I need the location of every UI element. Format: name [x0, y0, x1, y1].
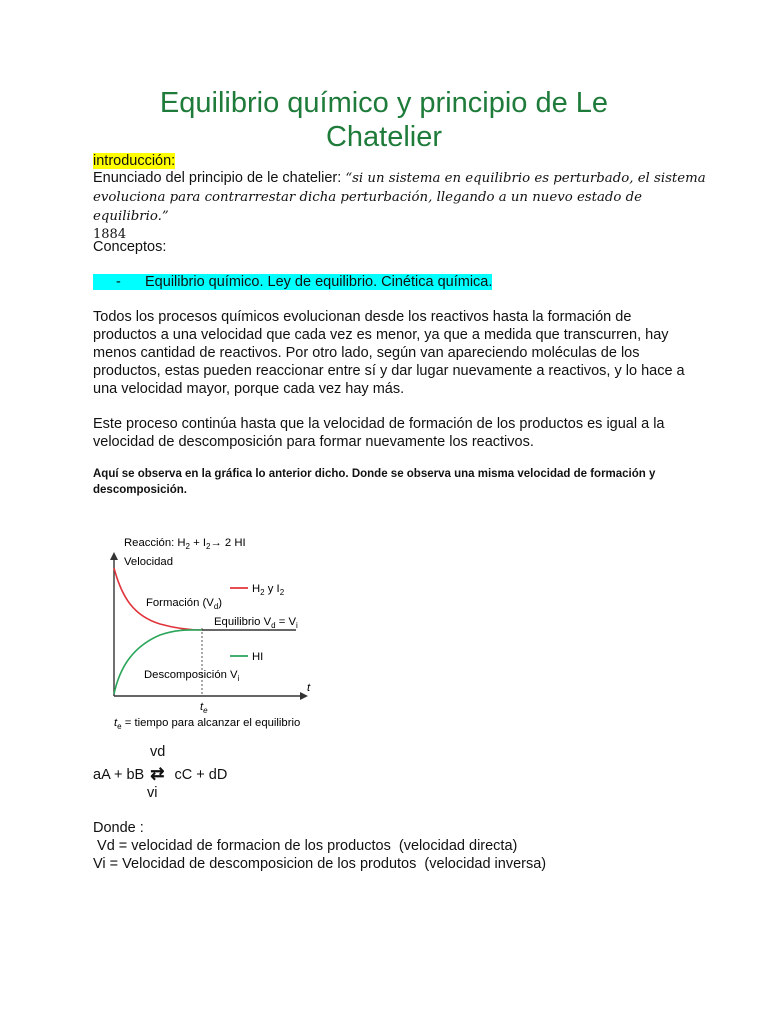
paragraph-1-line: menos cantidad de reactivos. Por otro lado, según van apareciendo moléculas de los	[93, 345, 640, 361]
graph-y-axis-label: Velocidad	[124, 556, 173, 568]
equation-left: aA + bB	[93, 767, 145, 783]
enunciado-quote-2: evoluciona para contrarrestar dicha perturbación, llegando a un nuevo estado de equilibrio.”	[93, 190, 643, 224]
paragraph-2-line: Este proceso continúa hasta que la velocidad de formación de los productos es igual a la	[93, 416, 665, 432]
enunciado-year: 1884	[93, 227, 127, 242]
equilibrium-arrow-icon: ⇄	[150, 764, 165, 783]
title-line-2: Chatelier	[325, 121, 443, 153]
enunciado-quote-1: “si un sistema en equilibrio es perturbado, el sistema	[345, 171, 706, 186]
graph-note-line: descomposición.	[93, 484, 187, 496]
intro-highlight: introducción:	[93, 153, 176, 169]
equation-vd: vd	[150, 744, 166, 760]
graph-descomposicion-label: Descomposición $V_i$	[144, 669, 240, 683]
bullet-text: Equilibrio químico. Ley de equilibrio. Cinética química.	[145, 274, 493, 290]
paragraph-1-line: productos, estas pueden reaccionar entre sí y dar lugar nuevamente a reactivos, y lo hace a	[93, 363, 685, 379]
paragraph-1-line: una velocidad mayor, porque cada vez hay más.	[93, 381, 405, 397]
donde-line-1: Vd = velocidad de formacion de los productos (velocidad directa)	[93, 838, 518, 854]
equation-vi: vi	[147, 785, 158, 801]
enunciado-prefix: Enunciado del principio de le chatelier:	[93, 170, 346, 186]
graph-te-label: $t_e$	[200, 701, 208, 715]
graph-caption: $t_e$ = tiempo para alcanzar el equilibrio	[114, 717, 301, 731]
equation-right: cC + dD	[174, 767, 228, 783]
equilibrium-rate-graph	[110, 528, 320, 746]
graph-reverse-rate-curve	[114, 630, 202, 694]
title-line-1: Equilibrio químico y principio de Le	[159, 87, 609, 119]
graph-reaction-label: Reacción: $H_2 + I_2\to 2$ HI	[124, 537, 246, 551]
paragraph-1-line: productos a una velocidad que cada vez es menor, ya que a medida que transcurren, hay	[93, 327, 669, 343]
donde-line-2: Vi = Velocidad de descomposicion de los produtos (velocidad inversa)	[93, 856, 547, 872]
graph-formacion-label: Formación $(V_d)$	[146, 597, 223, 611]
graph-legend-green-label: HI	[252, 651, 264, 663]
paragraph-1	[93, 308, 693, 398]
graph-legend-red-label: $H_2$ y $I_2$	[252, 583, 285, 597]
page-title	[0, 86, 768, 154]
equation-line	[93, 765, 227, 784]
donde-label: Donde :	[93, 820, 144, 836]
graph-t-axis-label: t	[307, 682, 311, 694]
intro-label	[93, 152, 175, 170]
paragraph-1-line: Todos los procesos químicos evolucionan desde los reactivos hasta la formación de	[93, 309, 632, 325]
graph-equilibrio-label: Equilibrio $V_d = V_i$	[214, 616, 298, 630]
bullet-dash: -	[116, 274, 121, 290]
concepts-label: Conceptos:	[93, 239, 167, 255]
graph-note-line: Aquí se observa en la gráfica lo anterior dicho. Donde se observa una misma velocidad de formación y	[93, 468, 656, 480]
concept-bullet	[93, 273, 492, 291]
graph-y-axis-arrow	[110, 552, 118, 560]
paragraph-2	[93, 415, 693, 451]
graph-note	[93, 466, 693, 498]
donde-block	[93, 819, 713, 873]
enunciado-block	[93, 169, 713, 244]
paragraph-2-line: velocidad de descomposición para formar nuevamente los reactivos.	[93, 434, 534, 450]
